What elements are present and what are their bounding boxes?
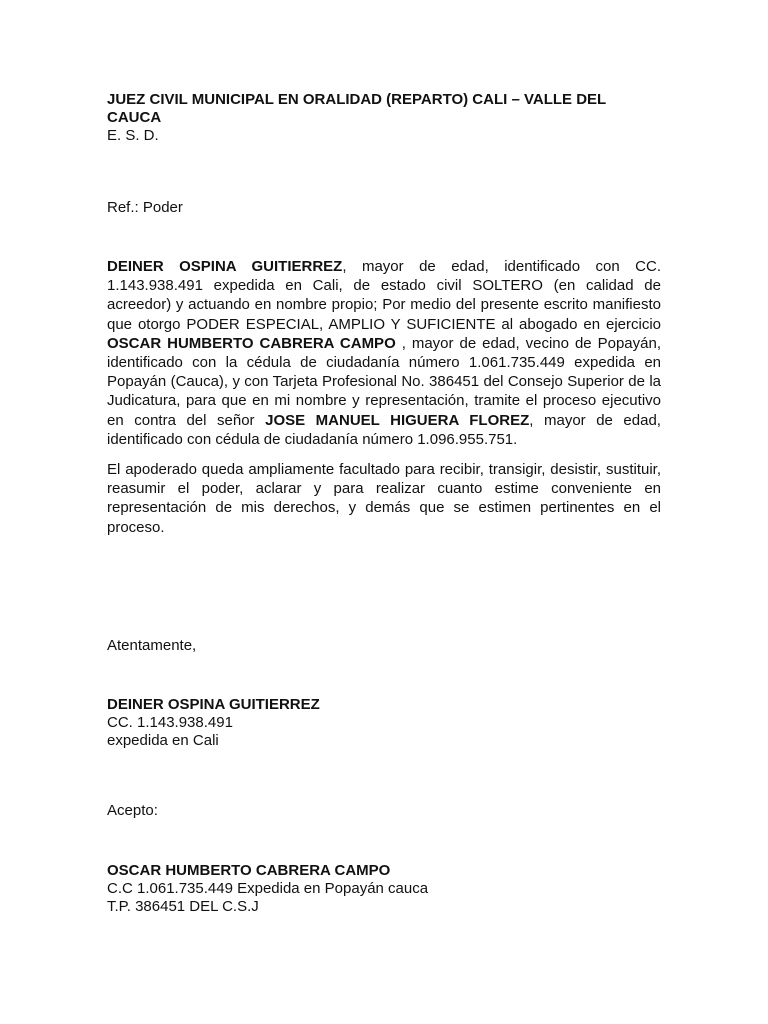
closing-line: Atentamente, (107, 637, 197, 654)
addressee-block (107, 91, 661, 145)
paragraph-line: reasumir el poder, aclarar y para realizar cuanto estime conveniente en (107, 480, 661, 498)
signer-name: DEINER OSPINA GUITIERREZ (107, 696, 320, 713)
attorney-id: C.C 1.061.735.449 Expedida en Popayán cauca (107, 880, 429, 897)
paragraph-line: que otorgo PODER ESPECIAL, AMPLIO Y SUFICIENTE al abogado en ejercicio (107, 315, 661, 333)
accept-block (107, 802, 661, 820)
attorney-name: OSCAR HUMBERTO CABRERA CAMPO (107, 334, 396, 352)
debtor-name: JOSE MANUEL HIGUERA FLOREZ (265, 411, 530, 429)
closing-block (107, 637, 661, 655)
paragraph-line: DEINER OSPINA GUITIERREZ, mayor de edad, identificado con CC. (107, 258, 661, 275)
paragraph-line: representación de mis derechos, y demás que se estimen pertinentes en el (107, 499, 661, 517)
paragraph-line: identificado con cédula de ciudadanía número 1.096.955.751. (107, 430, 518, 448)
paragraph-line: acreedor) y actuando en nombre propio; Por medio del presente escrito manifiesto (107, 296, 661, 314)
attorney-signature-name: OSCAR HUMBERTO CABRERA CAMPO (107, 862, 391, 879)
reference-block (107, 199, 661, 217)
signer-id: CC. 1.143.938.491 (107, 714, 233, 731)
reference-line: Ref.: Poder (107, 199, 183, 216)
attorney-block (107, 862, 661, 916)
body-paragraph-2 (107, 460, 661, 537)
accept-label: Acepto: (107, 802, 158, 819)
paragraph-line: El apoderado queda ampliamente facultado para recibir, transigir, desistir, sustituir, (107, 461, 661, 478)
signer-issued: expedida en Cali (107, 732, 219, 749)
body-paragraph-1 (107, 257, 661, 449)
addressee-line-2: CAUCA (107, 109, 162, 126)
esd-line: E. S. D. (107, 127, 159, 144)
paragraph-line: Popayán (Cauca), y con Tarjeta Profesional No. 386451 del Consejo Superior de la (107, 373, 661, 391)
paragraph-line: en contra del señor JOSE MANUEL HIGUERA FLOREZ, mayor de edad, (107, 411, 661, 429)
attorney-tp: T.P. 386451 DEL C.S.J (107, 898, 259, 915)
paragraph-line: OSCAR HUMBERTO CABRERA CAMPO , mayor de edad, vecino de Popayán, (107, 334, 661, 352)
signer-block (107, 696, 661, 750)
paragraph-line: Judicatura, para que en mi nombre y representación, tramite el proceso ejecutivo (107, 392, 661, 410)
paragraph-line: proceso. (107, 518, 165, 536)
paragraph-line: 1.143.938.491 expedida en Cali, de estado civil SOLTERO (en calidad de (107, 277, 661, 295)
paragraph-line: identificado con la cédula de ciudadanía número 1.061.735.449 expedida en (107, 354, 661, 372)
addressee-line-1: JUEZ CIVIL MUNICIPAL EN ORALIDAD (REPARTO) CALI – VALLE DEL (107, 91, 607, 108)
grantor-name: DEINER OSPINA GUITIERREZ (107, 258, 343, 275)
